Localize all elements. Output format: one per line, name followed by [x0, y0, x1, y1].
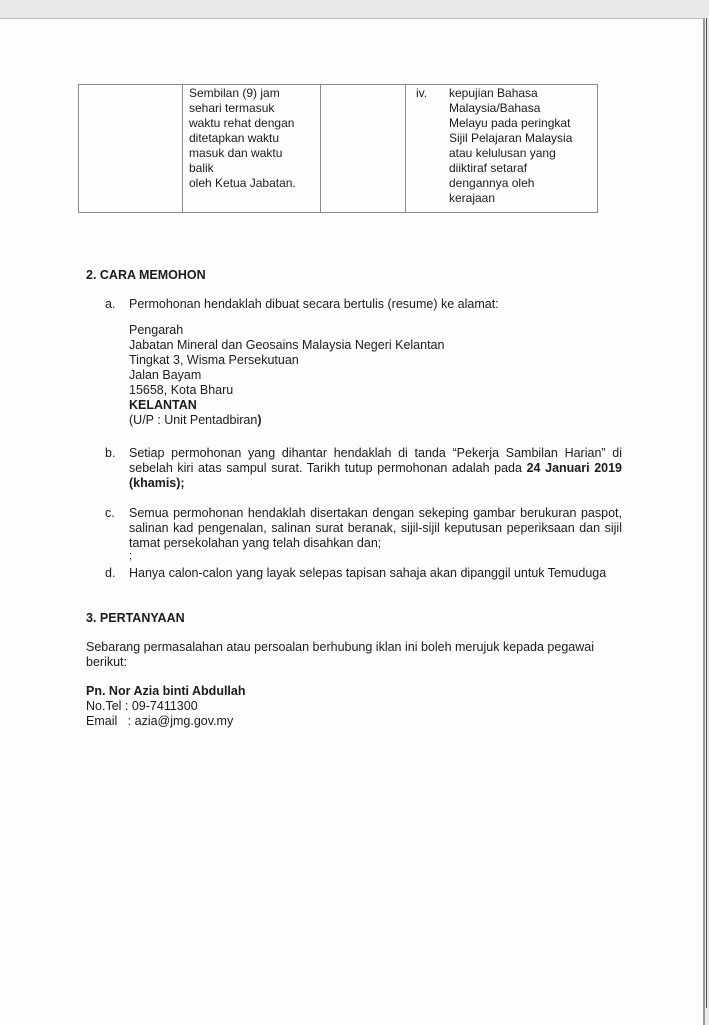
list-item-text: Setiap permohonan yang dihantar hendaklah di tanda “Pekerja Sambilan Harian” di sebelah kiri atas sampul surat. Tarikh tutup permohonan adalah pada 24 Januari 2019 (khamis); — [129, 446, 623, 490]
list-marker: a. — [105, 297, 116, 311]
requirements-table — [78, 84, 598, 213]
list-marker: c. — [105, 506, 115, 520]
address-block — [129, 323, 444, 428]
contact-intro: Sebarang permasalahan atau persoalan berhubung iklan ini boleh merujuk kepada pegawai berikut: — [86, 640, 594, 669]
list-item — [105, 297, 622, 312]
list-item-text: Semua permohonan hendaklah disertakan dengan sekeping gambar berukuran paspot, salinan kad pengenalan, salinan surat beranak, sijil-sijil keputusan peperiksaan dan sijil tamat persekolahan yang telah disahkan dan; — [129, 506, 622, 550]
table-cell-empty — [79, 85, 183, 213]
page-edge — [706, 18, 707, 1008]
address-line: 15658, Kota Bharu — [129, 383, 234, 397]
section-heading-cara-memohon: 2. CARA MEMOHON — [86, 268, 206, 282]
list-item — [105, 566, 622, 581]
table-row — [79, 85, 598, 213]
address-state: KELANTAN — [129, 398, 197, 412]
table-cell-hours: Sembilan (9) jam sehari termasuk waktu rehat dengan ditetapkan waktu masuk dan waktu balik oleh Ketua Jabatan. — [183, 85, 321, 213]
section-heading-pertanyaan: 3. PERTANYAAN — [86, 611, 185, 625]
address-attention: (U/P : Unit Pentadbiran) — [129, 413, 262, 427]
address-line: Jalan Bayam — [129, 368, 202, 382]
table-cell-numeral: iv. — [406, 85, 446, 213]
list-item-text: Hanya calon-calon yang layak selepas tapisan sahaja akan dipanggil untuk Temuduga — [129, 566, 607, 580]
table-cell-empty — [321, 85, 406, 213]
contact-tel: No.Tel : 09-7411300 — [86, 699, 198, 713]
address-line: Jabatan Mineral dan Geosains Malaysia Negeri Kelantan — [129, 338, 445, 352]
address-line: Tingkat 3, Wisma Persekutuan — [129, 353, 299, 367]
stray-mark: ; — [129, 550, 133, 562]
list-marker: d. — [105, 566, 116, 580]
list-item — [105, 506, 622, 561]
address-line: Pengarah — [129, 323, 184, 337]
contact-name: Pn. Nor Azia binti Abdullah — [86, 684, 246, 698]
list-marker: b. — [105, 446, 116, 460]
table-cell-qualification: kepujian Bahasa Malaysia/Bahasa Melayu pada peringkat Sijil Pelajaran Malaysia atau kelulusan yang diiktiraf setaraf dengannya oleh kerajaan — [445, 85, 598, 213]
list-item — [105, 446, 622, 491]
list-item-text: Permohonan hendaklah dibuat secara bertulis (resume) ke alamat: — [129, 297, 499, 311]
contact-email: Email : azia@jmg.gov.my — [86, 714, 234, 728]
